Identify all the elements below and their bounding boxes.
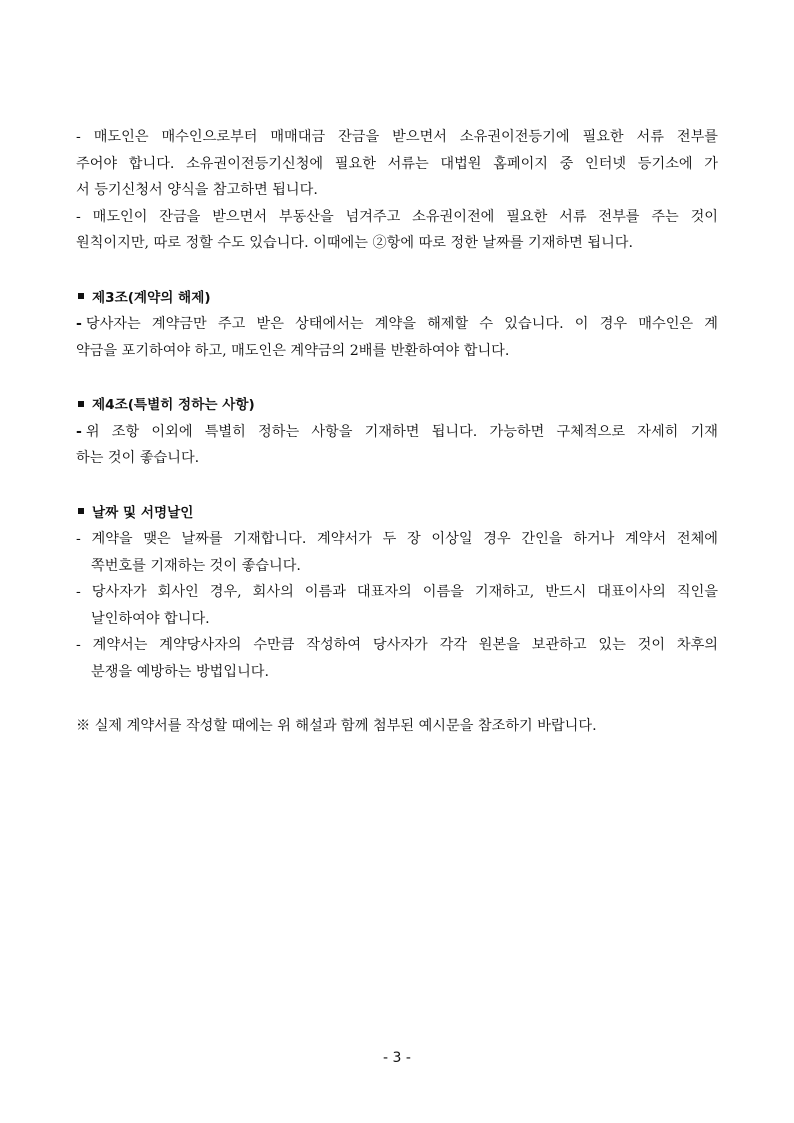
paragraph-line: 원칙이지만, 따로 정할 수도 있습니다. 이때에는 ②항에 따로 정한 날짜를 기재하면 됩니다.	[76, 235, 634, 251]
paragraph-text: 위 조항 이외에 특별히 정하는 사항을 기재하면 됩니다. 가능하면 구체적으로 자세히 기재	[85, 423, 718, 440]
square-bullet-icon	[78, 401, 84, 407]
paragraph-line: - 당사자가 회사인 경우, 회사의 이름과 대표자의 이름을 기재하고, 반드시 대표이사의 직인을	[76, 584, 718, 600]
section-article4	[76, 392, 718, 472]
section-top	[76, 124, 718, 257]
section-signature	[76, 500, 718, 686]
section-heading	[76, 500, 718, 527]
paragraph-line: 분쟁을 예방하는 방법입니다.	[91, 663, 269, 680]
paragraph-line: - 매도인이 잔금을 받으면서 부동산을 넘겨주고 소유권이전에 필요한 서류 전부를 주는 것이	[76, 208, 718, 225]
paragraph-line: - 계약을 맺은 날짜를 기재합니다. 계약서가 두 장 이상일 경우 간인을 하거나 계약서 전체에	[76, 531, 718, 547]
paragraph-line: 주어야 합니다. 소유권이전등기신청에 필요한 서류는 대법원 홈페이지 중 인터넷 등기소에 가	[76, 155, 718, 172]
section-gap	[76, 685, 718, 713]
paragraph-line: 약금을 포기하여야 하고, 매도인은 계약금의 2배를 반환하여야 합니다.	[76, 342, 510, 359]
document-body	[76, 124, 718, 740]
paragraph-text: 당사자는 계약금만 주고 받은 상태에서는 계약을 해제할 수 있습니다. 이 경우 매수인은 계	[85, 316, 718, 332]
section-heading	[76, 285, 718, 312]
section-gap	[76, 257, 718, 285]
square-bullet-icon	[78, 293, 84, 299]
paragraph-line	[76, 419, 718, 446]
bold-dash: -	[76, 423, 82, 440]
section-gap	[76, 364, 718, 392]
paragraph-line: 쪽번호를 기재하는 것이 좋습니다.	[91, 557, 301, 574]
section-heading	[76, 392, 718, 419]
bold-dash: -	[76, 316, 82, 332]
paragraph-line: 날인하여야 합니다.	[91, 610, 210, 627]
section-gap	[76, 472, 718, 500]
section-heading-text: 제3조(계약의 해제)	[92, 289, 211, 306]
paragraph-line	[76, 311, 718, 338]
square-bullet-icon	[78, 508, 84, 514]
paragraph-line: 하는 것이 좋습니다.	[76, 450, 200, 466]
section-heading-text: 날짜 및 서명날인	[92, 504, 194, 521]
paragraph-line: - 계약서는 계약당사자의 수만큼 작성하여 당사자가 각각 원본을 보관하고 있는 것이 차후의	[76, 637, 718, 653]
page-number: - 3 -	[383, 1050, 411, 1066]
section-article3	[76, 285, 718, 365]
paragraph-line: - 매도인은 매수인으로부터 매매대금 잔금을 받으면서 소유권이전등기에 필요한 서류 전부를	[76, 129, 718, 145]
section-heading-text: 제4조(특별히 정하는 사항)	[92, 397, 255, 413]
reference-note: ※ 실제 계약서를 작성할 때에는 위 해설과 함께 첨부된 예시문을 참조하기 바랍니다.	[76, 718, 597, 734]
paragraph-line: 서 등기신청서 양식을 참고하면 됩니다.	[76, 182, 318, 198]
